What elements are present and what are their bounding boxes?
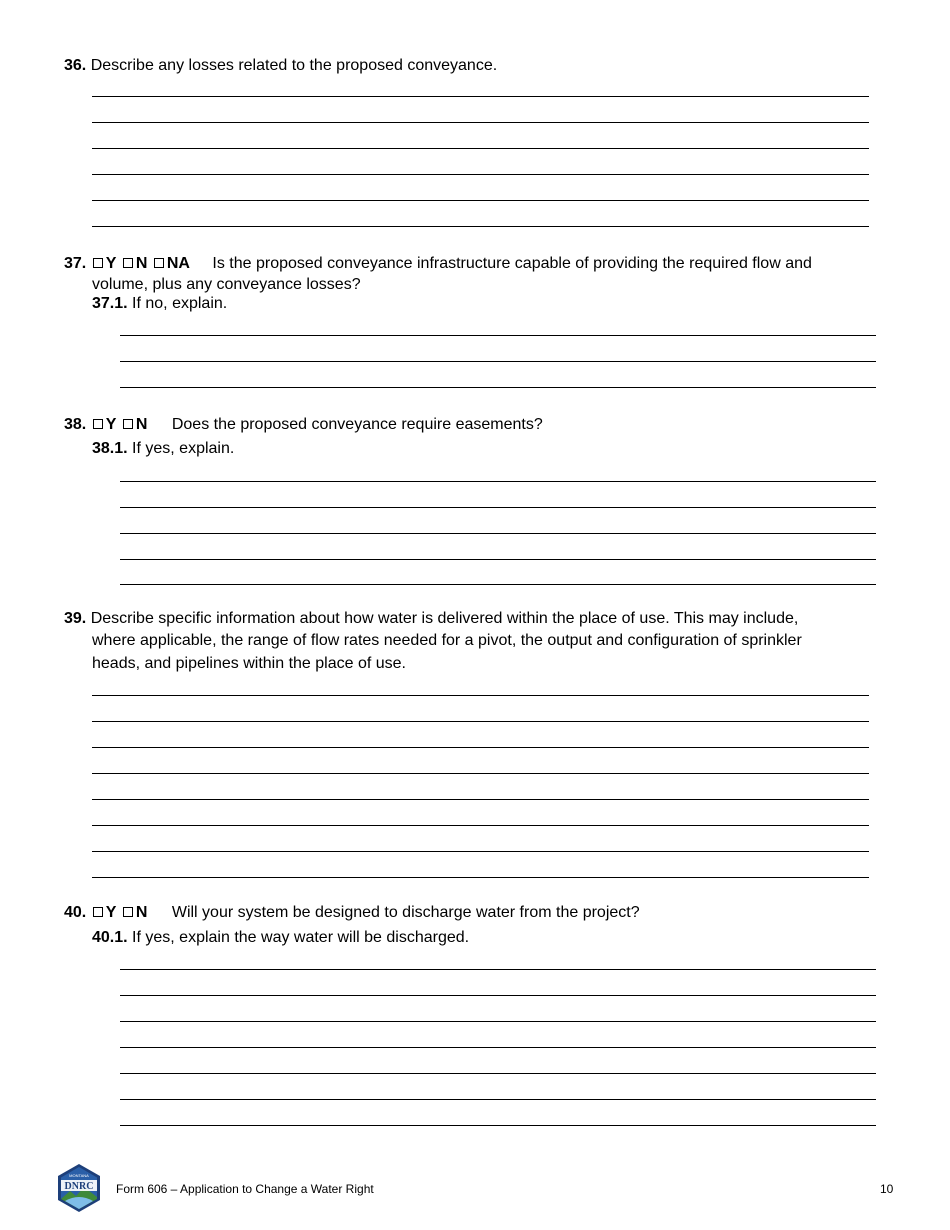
checkbox-no[interactable] — [123, 258, 133, 268]
question-number: 39. — [64, 610, 87, 627]
answer-line[interactable] — [92, 200, 869, 201]
checkbox-yes[interactable] — [93, 258, 103, 268]
question-number: 36. — [64, 57, 87, 74]
subquestion-text: If no, explain. — [132, 295, 228, 312]
question-text: Will your system be designed to discharge water from the project? — [171, 904, 640, 921]
answer-line[interactable] — [92, 825, 869, 826]
checkbox-yes[interactable] — [93, 907, 103, 917]
subquestion-number: 38.1. — [92, 440, 128, 457]
question-number: 38. — [64, 416, 87, 433]
subquestion-40-1 — [92, 927, 469, 949]
answer-line[interactable] — [120, 335, 876, 336]
option-label: Y — [105, 904, 117, 921]
answer-line[interactable] — [120, 995, 876, 996]
answer-line[interactable] — [92, 747, 869, 748]
question-text-continued: volume, plus any conveyance losses? — [92, 276, 361, 293]
question-text: Does the proposed conveyance require easements? — [171, 416, 543, 433]
question-37 — [64, 253, 812, 275]
answer-line[interactable] — [120, 507, 876, 508]
answer-line[interactable] — [92, 851, 869, 852]
question-text-continued: heads, and pipelines within the place of use. — [92, 655, 406, 672]
option-label: Y — [105, 255, 117, 272]
question-39 — [64, 608, 798, 630]
answer-line[interactable] — [92, 148, 869, 149]
checkbox-no[interactable] — [123, 907, 133, 917]
answer-line[interactable] — [92, 799, 869, 800]
answer-line[interactable] — [120, 387, 876, 388]
option-label: N — [135, 255, 148, 272]
subquestion-text: If yes, explain. — [132, 440, 235, 457]
answer-line[interactable] — [92, 695, 869, 696]
answer-line[interactable] — [120, 361, 876, 362]
answer-line[interactable] — [120, 481, 876, 482]
answer-line[interactable] — [120, 559, 876, 560]
logo-top-text: MONTANA — [69, 1173, 89, 1178]
answer-line[interactable] — [92, 773, 869, 774]
answer-line[interactable] — [120, 1021, 876, 1022]
subquestion-37-1 — [92, 293, 227, 315]
answer-line[interactable] — [92, 226, 869, 227]
option-label: Y — [105, 416, 117, 433]
question-text: Describe any losses related to the proposed conveyance. — [90, 57, 498, 74]
answer-line[interactable] — [120, 1047, 876, 1048]
answer-line[interactable] — [92, 122, 869, 123]
option-label: N — [135, 904, 148, 921]
footer-form-title: Form 606 – Application to Change a Water Right — [116, 1182, 374, 1196]
checkbox-yes[interactable] — [93, 419, 103, 429]
answer-line[interactable] — [92, 721, 869, 722]
subquestion-number: 40.1. — [92, 929, 128, 946]
answer-line[interactable] — [120, 1073, 876, 1074]
question-40 — [64, 902, 640, 924]
page-number: 10 — [880, 1182, 894, 1196]
question-text: Describe specific information about how water is delivered within the place of use. This may include, — [90, 610, 799, 627]
answer-line[interactable] — [120, 1125, 876, 1126]
answer-line[interactable] — [120, 1099, 876, 1100]
question-number: 40. — [64, 904, 87, 921]
question-number: 37. — [64, 255, 87, 272]
logo-text: DNRC — [64, 1181, 94, 1192]
question-text-continued: where applicable, the range of flow rates needed for a pivot, the output and configuration of sprinkler — [92, 632, 802, 649]
answer-line[interactable] — [92, 174, 869, 175]
checkbox-no[interactable] — [123, 419, 133, 429]
subquestion-38-1 — [92, 438, 234, 460]
answer-line[interactable] — [120, 584, 876, 585]
answer-line[interactable] — [92, 877, 869, 878]
dnrc-logo-icon — [56, 1163, 102, 1213]
option-label: N — [135, 416, 148, 433]
option-label: NA — [166, 255, 190, 272]
question-36 — [64, 55, 497, 77]
subquestion-text: If yes, explain the way water will be discharged. — [132, 929, 470, 946]
answer-line[interactable] — [120, 533, 876, 534]
checkbox-na[interactable] — [154, 258, 164, 268]
question-38 — [64, 414, 543, 436]
subquestion-number: 37.1. — [92, 295, 128, 312]
answer-line[interactable] — [120, 969, 876, 970]
answer-line[interactable] — [92, 96, 869, 97]
question-text: Is the proposed conveyance infrastructure capable of providing the required flow and — [212, 255, 812, 272]
